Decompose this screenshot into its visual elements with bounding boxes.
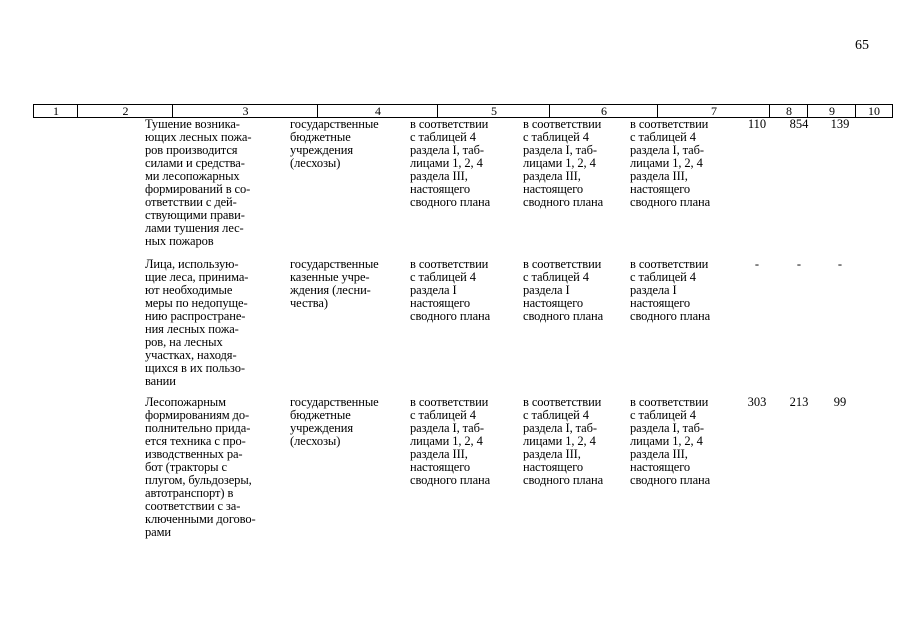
row2-measure: Лица, использую- щие леса, принима- ют необходимые меры по недопуще- нию распростране- ния лесных пожа- ров, на лесных участках, находя- щихся в их пользо- вании <box>145 257 249 388</box>
header-col-6: 6 <box>549 104 658 118</box>
row3-col6: в соответствии с таблицей 4 раздела I, таб- лицами 1, 2, 4 раздела III, настоящего сводного плана <box>523 395 604 487</box>
header-col-1: 1 <box>33 104 78 118</box>
row1-measure: Тушение возника- ющих лесных пожа- ров производится силами и средства- ми лесопожарных формирований в со- ответствии с дей- ствующими прави- лами тушения лес- ных пожаров <box>145 117 252 248</box>
header-col-10: 10 <box>855 104 893 118</box>
header-col-9: 9 <box>807 104 856 118</box>
page-number: 65 <box>855 38 869 53</box>
row1-executor: государственные бюджетные учреждения (лесхозы) <box>290 117 379 170</box>
row1-col7: в соответствии с таблицей 4 раздела I, таб- лицами 1, 2, 4 раздела III, настоящего сводного плана <box>630 117 711 209</box>
table-header <box>33 104 880 118</box>
row3-measure: Лесопожарным формированиям до- полнительно прида- ется техника с про- изводственных ра- бот (тракторы с плугом, бульдозеры, автотранспорт) в соответствии с за- ключенными догово- рами <box>145 395 256 539</box>
header-col-2: 2 <box>77 104 173 118</box>
row1-col10: 139 <box>830 117 850 131</box>
row2-col9: - <box>796 257 802 271</box>
row3-col9: 213 <box>789 395 809 409</box>
row2-col5: в соответствии с таблицей 4 раздела I настоящего сводного плана <box>410 257 491 323</box>
row2-col7: в соответствии с таблицей 4 раздела I настоящего сводного плана <box>630 257 711 323</box>
row3-col10: 99 <box>833 395 847 409</box>
header-col-4: 4 <box>317 104 438 118</box>
header-col-7: 7 <box>657 104 770 118</box>
row2-executor: государственные казенные учре- ждения (лесни- чества) <box>290 257 379 310</box>
row3-col5: в соответствии с таблицей 4 раздела I, таб- лицами 1, 2, 4 раздела III, настоящего сводного плана <box>410 395 491 487</box>
header-col-5: 5 <box>437 104 550 118</box>
row1-col8: 110 <box>747 117 767 131</box>
header-col-8: 8 <box>769 104 808 118</box>
row3-executor: государственные бюджетные учреждения (лесхозы) <box>290 395 379 448</box>
row3-col8: 303 <box>747 395 767 409</box>
row1-col6: в соответствии с таблицей 4 раздела I, таб- лицами 1, 2, 4 раздела III, настоящего сводного плана <box>523 117 604 209</box>
row2-col10: - <box>837 257 843 271</box>
row2-col6: в соответствии с таблицей 4 раздела I настоящего сводного плана <box>523 257 604 323</box>
header-col-3: 3 <box>172 104 318 118</box>
row2-col8: - <box>754 257 760 271</box>
row1-col5: в соответствии с таблицей 4 раздела I, таб- лицами 1, 2, 4 раздела III, настоящего сводного плана <box>410 117 491 209</box>
row3-col7: в соответствии с таблицей 4 раздела I, таб- лицами 1, 2, 4 раздела III, настоящего сводного плана <box>630 395 711 487</box>
row1-col9: 854 <box>789 117 809 131</box>
